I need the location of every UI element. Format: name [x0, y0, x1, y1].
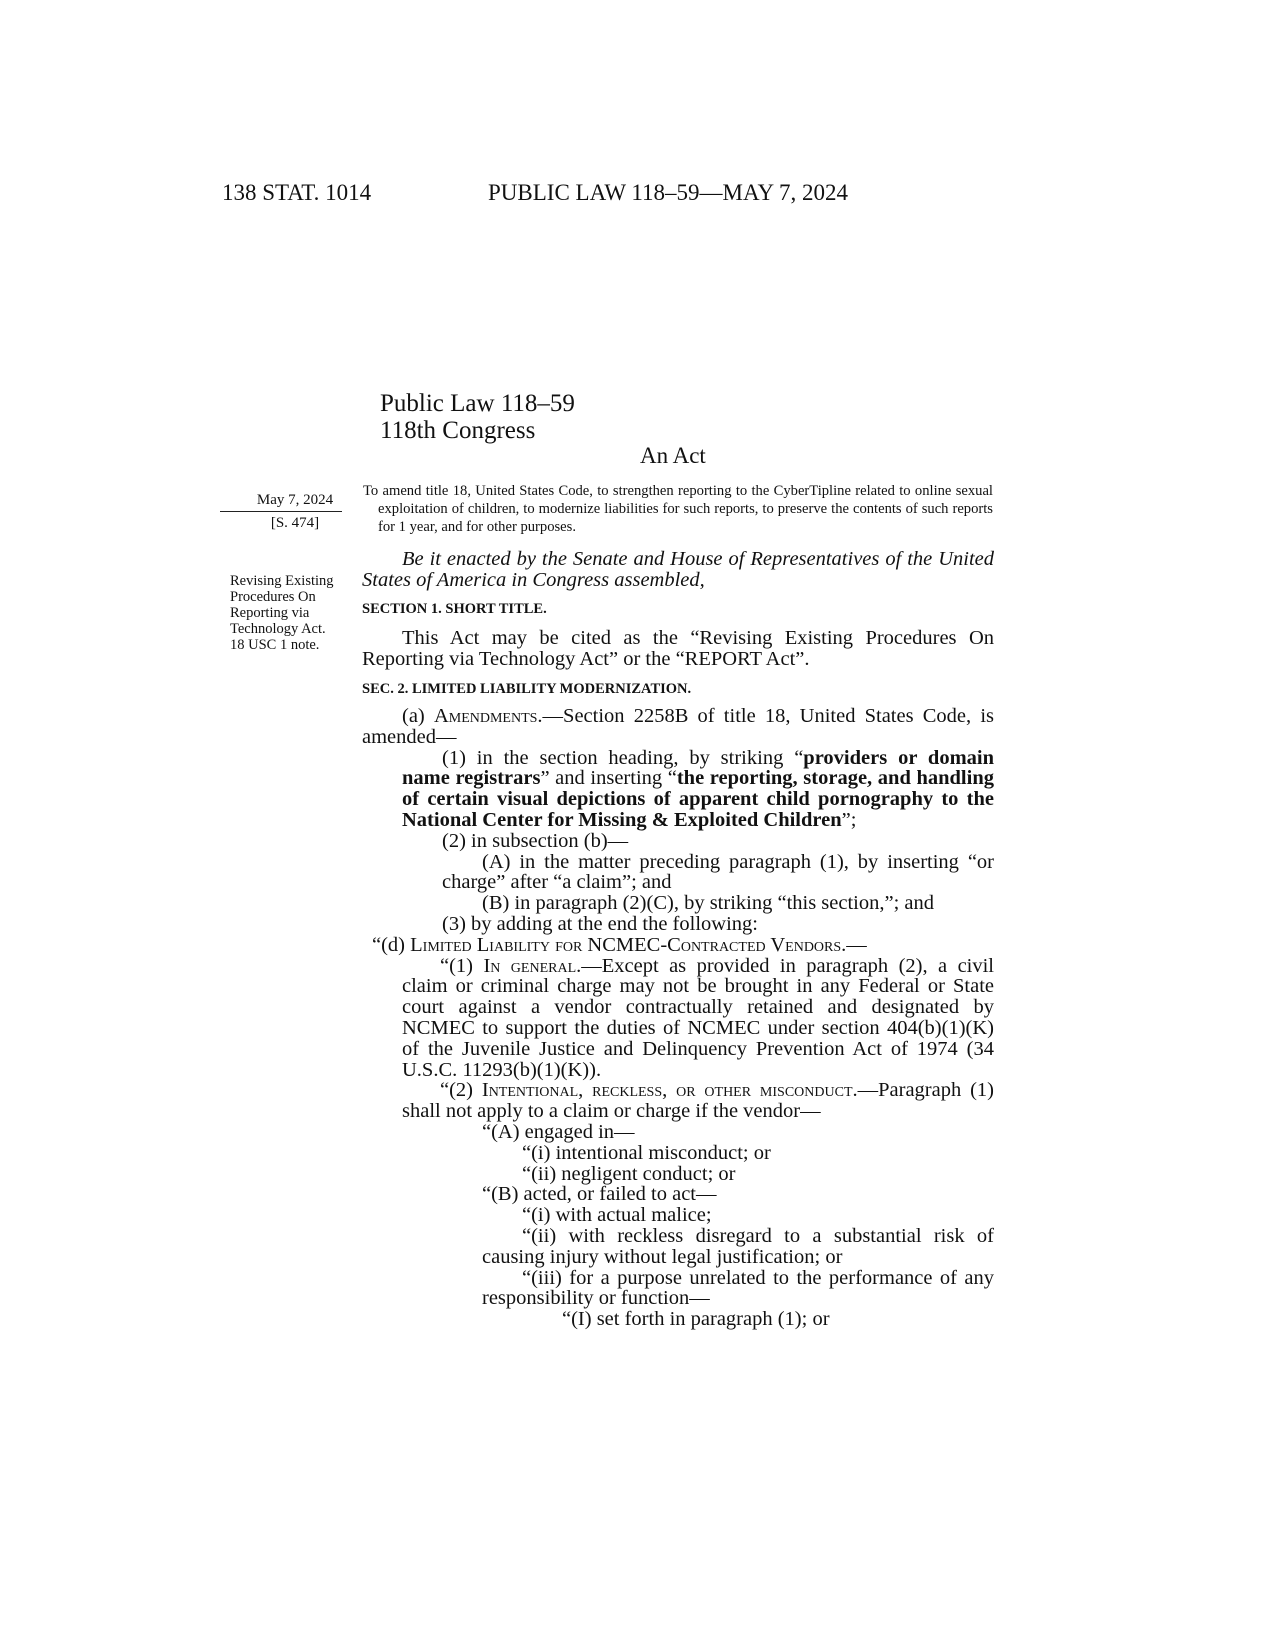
margin-note-line: 18 USC 1 note. [230, 637, 320, 653]
margin-note [230, 573, 334, 653]
p1-text-c: ” and inserting “ [540, 767, 677, 790]
page-stat-number: 138 STAT. 1014 [222, 180, 372, 205]
section-heading-text: SEC. 2. LIMITED LIABILITY MODERNIZATION. [362, 681, 692, 697]
section-1-body [362, 628, 994, 670]
purpose-text: To amend title 18, United States Code, to strengthen reporting to the CyberTipline related to online sexual exploitation of children, to modernize liabilities for such reports, to preserve the contents of such reports for 1 year, and for other purposes. [363, 483, 993, 535]
d2-A: “(A) engaged in— [482, 1120, 635, 1143]
d2-B-iii: “(iii) for a purpose unrelated to the performance of any responsibility or function— [482, 1266, 994, 1310]
margin-rule [220, 511, 342, 512]
subsection-d-caption: Limited Liability for NCMEC-Contracted Vendors [410, 933, 842, 956]
section-1-heading [362, 601, 547, 618]
margin-note-line: Revising Existing [230, 573, 334, 589]
enacting-clause-text: Be it enacted by the Senate and House of Representatives of the United States of America in Congress assembled, [362, 548, 994, 591]
d2-prefix: “(2) [440, 1079, 474, 1102]
d2-A-i: “(i) intentional misconduct; or [522, 1141, 771, 1164]
paragraph-2A: (A) in the matter preceding paragraph (1), by inserting “or charge” after “a claim”; and [442, 850, 994, 894]
public-law-number: Public Law 118–59 [380, 390, 575, 417]
short-title-text: This Act may be cited as the “Revising Existing Procedures On Reporting via Technology Act” or the “REPORT Act”. [362, 627, 994, 670]
p1-text-e: ”; [841, 808, 857, 831]
p1-struck-heading: providers or domain name registrars [402, 746, 994, 790]
subsection-a [362, 706, 994, 748]
section-2-body [362, 706, 994, 1330]
p1-text-a: (1) in the section heading, by striking “ [442, 746, 804, 769]
margin-note-line: Reporting via [230, 605, 310, 621]
d2-B-i: “(i) with actual malice; [522, 1204, 712, 1227]
subsection-a-text: .—Section 2258B of title 18, United States Code, is amended— [362, 705, 994, 748]
d2-B-ii: “(ii) with reckless disregard to a substantial risk of causing injury without legal justification; or [482, 1224, 994, 1268]
act-label: An Act [640, 443, 706, 468]
paragraph-1 [362, 748, 994, 831]
subsection-d-suffix: .— [841, 933, 867, 956]
d2-A-ii: “(ii) negligent conduct; or [522, 1162, 736, 1185]
congress-label: 118th Congress [380, 417, 536, 444]
subsection-a-prefix: (a) [402, 705, 425, 727]
running-head: PUBLIC LAW 118–59—MAY 7, 2024 [488, 180, 849, 205]
d2-text: .—Paragraph (1) shall not apply to a claim or charge if the vendor— [402, 1079, 994, 1123]
d1-prefix: “(1) [440, 954, 474, 977]
subsection-d2 [362, 1080, 994, 1122]
margin-date: May 7, 2024 [256, 492, 334, 508]
purpose-clause [363, 482, 993, 536]
d1-caption: In general [483, 954, 577, 977]
margin-bill-number: [S. 474] [270, 515, 320, 531]
paragraph-2: (2) in subsection (b)— [442, 829, 629, 852]
d2-B-iii-I: “(I) set forth in paragraph (1); or [562, 1308, 830, 1331]
section-2-heading [362, 681, 691, 698]
p1-inserted-heading: the reporting, storage, and handling of certain visual depictions of apparent child pornography to the National Center for Missing & Exploited Children [402, 767, 994, 831]
d2-B: “(B) acted, or failed to act— [482, 1183, 717, 1206]
subsection-d1 [362, 956, 994, 1081]
enacting-clause [362, 549, 994, 591]
margin-note-line: Technology Act. [230, 621, 326, 637]
paragraph-2B: (B) in paragraph (2)(C), by striking “this section,”; and [482, 892, 935, 915]
subsection-d-heading [362, 935, 994, 956]
margin-note-line: Procedures On [230, 589, 316, 605]
section-heading-text: SECTION 1. SHORT TITLE. [362, 601, 547, 617]
subsection-a-caption: Amendments [433, 705, 538, 727]
d2-caption: Intentional, reckless, or other misconduct [481, 1079, 853, 1102]
paragraph-3: (3) by adding at the end the following: [442, 912, 758, 935]
d1-text: .—Except as provided in paragraph (2), a civil claim or criminal charge may not be brought in any Federal or State court against a vendor contractually retained and designated by NCMEC to support the duties of NCMEC under section 404(b)(1)(K) of the Juvenile Justice and Delinquency Prevention Act of 1974 (34 U.S.C. 11293(b)(1)(K)). [402, 954, 995, 1081]
subsection-d-prefix: “(d) [372, 933, 406, 956]
